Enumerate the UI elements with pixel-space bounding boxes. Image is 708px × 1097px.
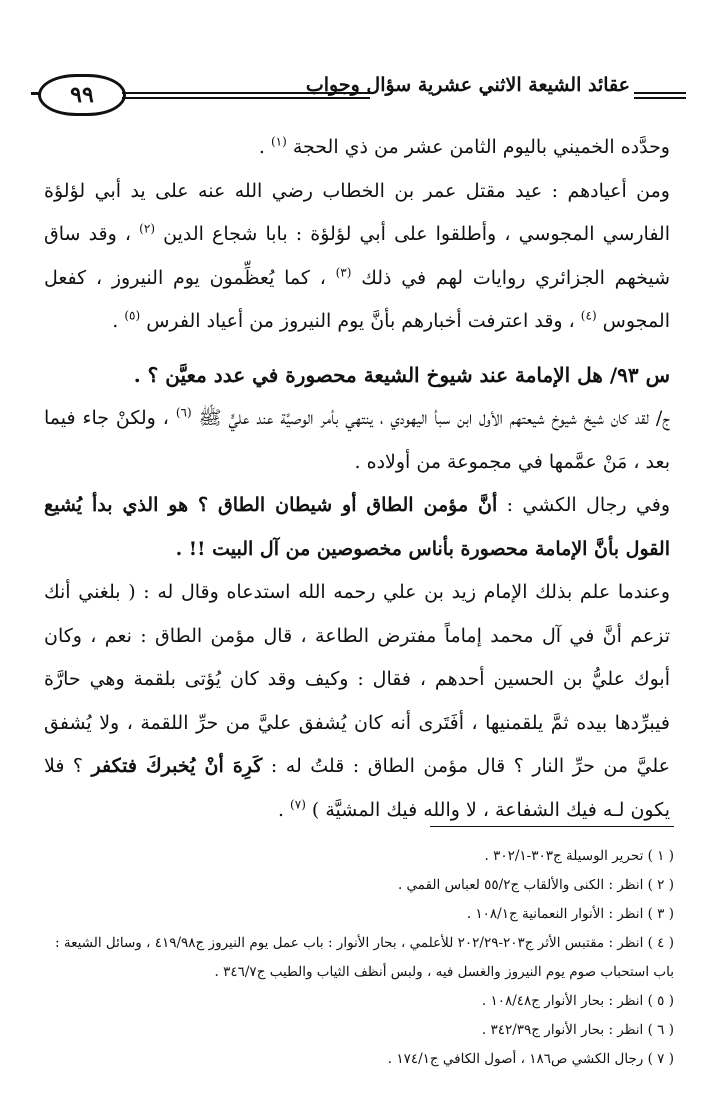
footnote: ( ٤ ) انظر : مقتبس الأثر ج٢٠٣-٢٠٢/٢٩ للأعلمي ، بحار الأنوار : باب عمل يوم النيروز ج٤١٩/٩٨ ، وسائل الشيعة : باب استحباب صوم يوم النيروز والغسل فيه ، ولبس أنظف الثياب والطيب ج٣٤٦/٧ . [55,935,674,980]
emphasized-text: أنَّ مؤمن الطاق أو شيطان الطاق ؟ هو الذي بدأ يُشيع القول بأنَّ الإمامة محصورة بأناس مخصوصين من آل البيت !! . [44,494,670,560]
footnote-ref: (٦) [175,405,192,420]
page-number-badge [38,74,126,116]
main-text [44,126,670,832]
footnote: ( ٥ ) انظر : بحار الأنوار ج١٠٨/٤٨ . [481,993,674,1009]
footnote-separator [430,826,674,827]
footnote-ref: (٢) [139,221,155,236]
paragraph: وعندما علم بذلك الإمام زيد بن علي رحمه الله استدعاه وقال له : ( بلغني أنك تزعم أنَّ في آل محمد إماماً مفترض الطاعة ، قال مؤمن الطاق : نعم ، وكان أبوك عليُّ بن الحسين أحدهم ، فقال : وكيف وقد كان يُؤتى بلقمة وهي حارَّة فيبرِّدها بيده ثمَّ يلقمنيها ، أفَتَرى أنه كان يُشفق عليَّ من حرِّ اللقمة ، ولا يُشفق عليَّ من حرِّ النار ؟ قال مؤمن الطاق : قلتُ له : كَرِهَ أنْ يُخبركَ فتكفر ؟ فلا يكون لـه فيك الشفاعة ، لا والله فيك المشيَّة ) $^{(٧)}$ . [44,581,670,821]
footnote: ( ١ ) تحرير الوسيلة ج٣٠٣-٣٠٢/١ . [484,848,674,864]
footnote: ( ٣ ) انظر : الأنوار النعمانية ج١٠٨/١ . [466,906,674,922]
footnote: ( ٢ ) انظر : الكنى والألقاب ج٥٥/٢ لعباس القمي . [397,877,674,893]
paragraph: وفي رجال الكشي : أنَّ مؤمن الطاق أو شيطان الطاق ؟ هو الذي بدأ يُشيع القول بأنَّ الإمامة محصورة بأناس مخصوصين من آل البيت !! . [44,494,670,560]
footnote-ref: (٥) [124,308,141,323]
emphasized-text: كَرِهَ أنْ يُخبركَ فتكفر [91,755,263,777]
header-rule [122,97,370,99]
footnote: ( ٦ ) انظر : بحار الأنوار ج٣٤٢/٣٩ . [481,1022,674,1038]
footnote-ref: (١) [270,134,287,149]
footnotes [40,842,674,1074]
header-rule [634,97,686,99]
footnote-ref: (٤) [580,308,597,323]
question-heading: س ٩٣/ هل الإمامة عند شيوخ الشيعة محصورة في عدد معيَّن ؟ . [133,362,670,387]
page-number: ٩٩ [70,82,94,108]
footnote-ref: (٣) [335,265,352,280]
paragraph: ومن أعيادهم : عيد مقتل عمر بن الخطاب رضي الله عنه على يد أبي لؤلؤة الفارسي المجوسي ، وأطلقوا على أبي لؤلؤة : بابا شجاع الدين $^{(٢)}$ ، وقد ساق شيخهم الجزائري روايات لهم في ذلك $^{(٣)}$ ، كما يُعظِّمون يوم النيروز ، كفعل المجوس $^{(٤)}$ ، وقد اعترفت أخبارهم بأنَّ يوم النيروز من أعياد الفرس $^{(٥)}$ . [44,179,670,332]
running-title: عقائد الشيعة الاثني عشرية سؤال وجواب [305,74,630,96]
paragraph: وحدَّده الخميني باليوم الثامن عشر من ذي الحجة $^{(١)}$ . [258,134,670,158]
page-header [14,60,694,112]
footnote-ref: (٧) [290,797,306,812]
header-rule [634,92,686,94]
paragraph: ج/ لقد كان شيخ شيوخ شيعتهم الأول ابن سبأ اليهودي ، ينتهي بأمر الوصيَّة عند عليٍّ ﷺ $^{(٦)}$ ، ولكنْ جاء فيما بعد ، مَنْ عمَّمها في مجموعة من أولاده . [44,405,670,473]
footnote: ( ٧ ) رجال الكشي ص١٨٦ ، أصول الكافي ج١٧٤/١ . [387,1051,674,1067]
